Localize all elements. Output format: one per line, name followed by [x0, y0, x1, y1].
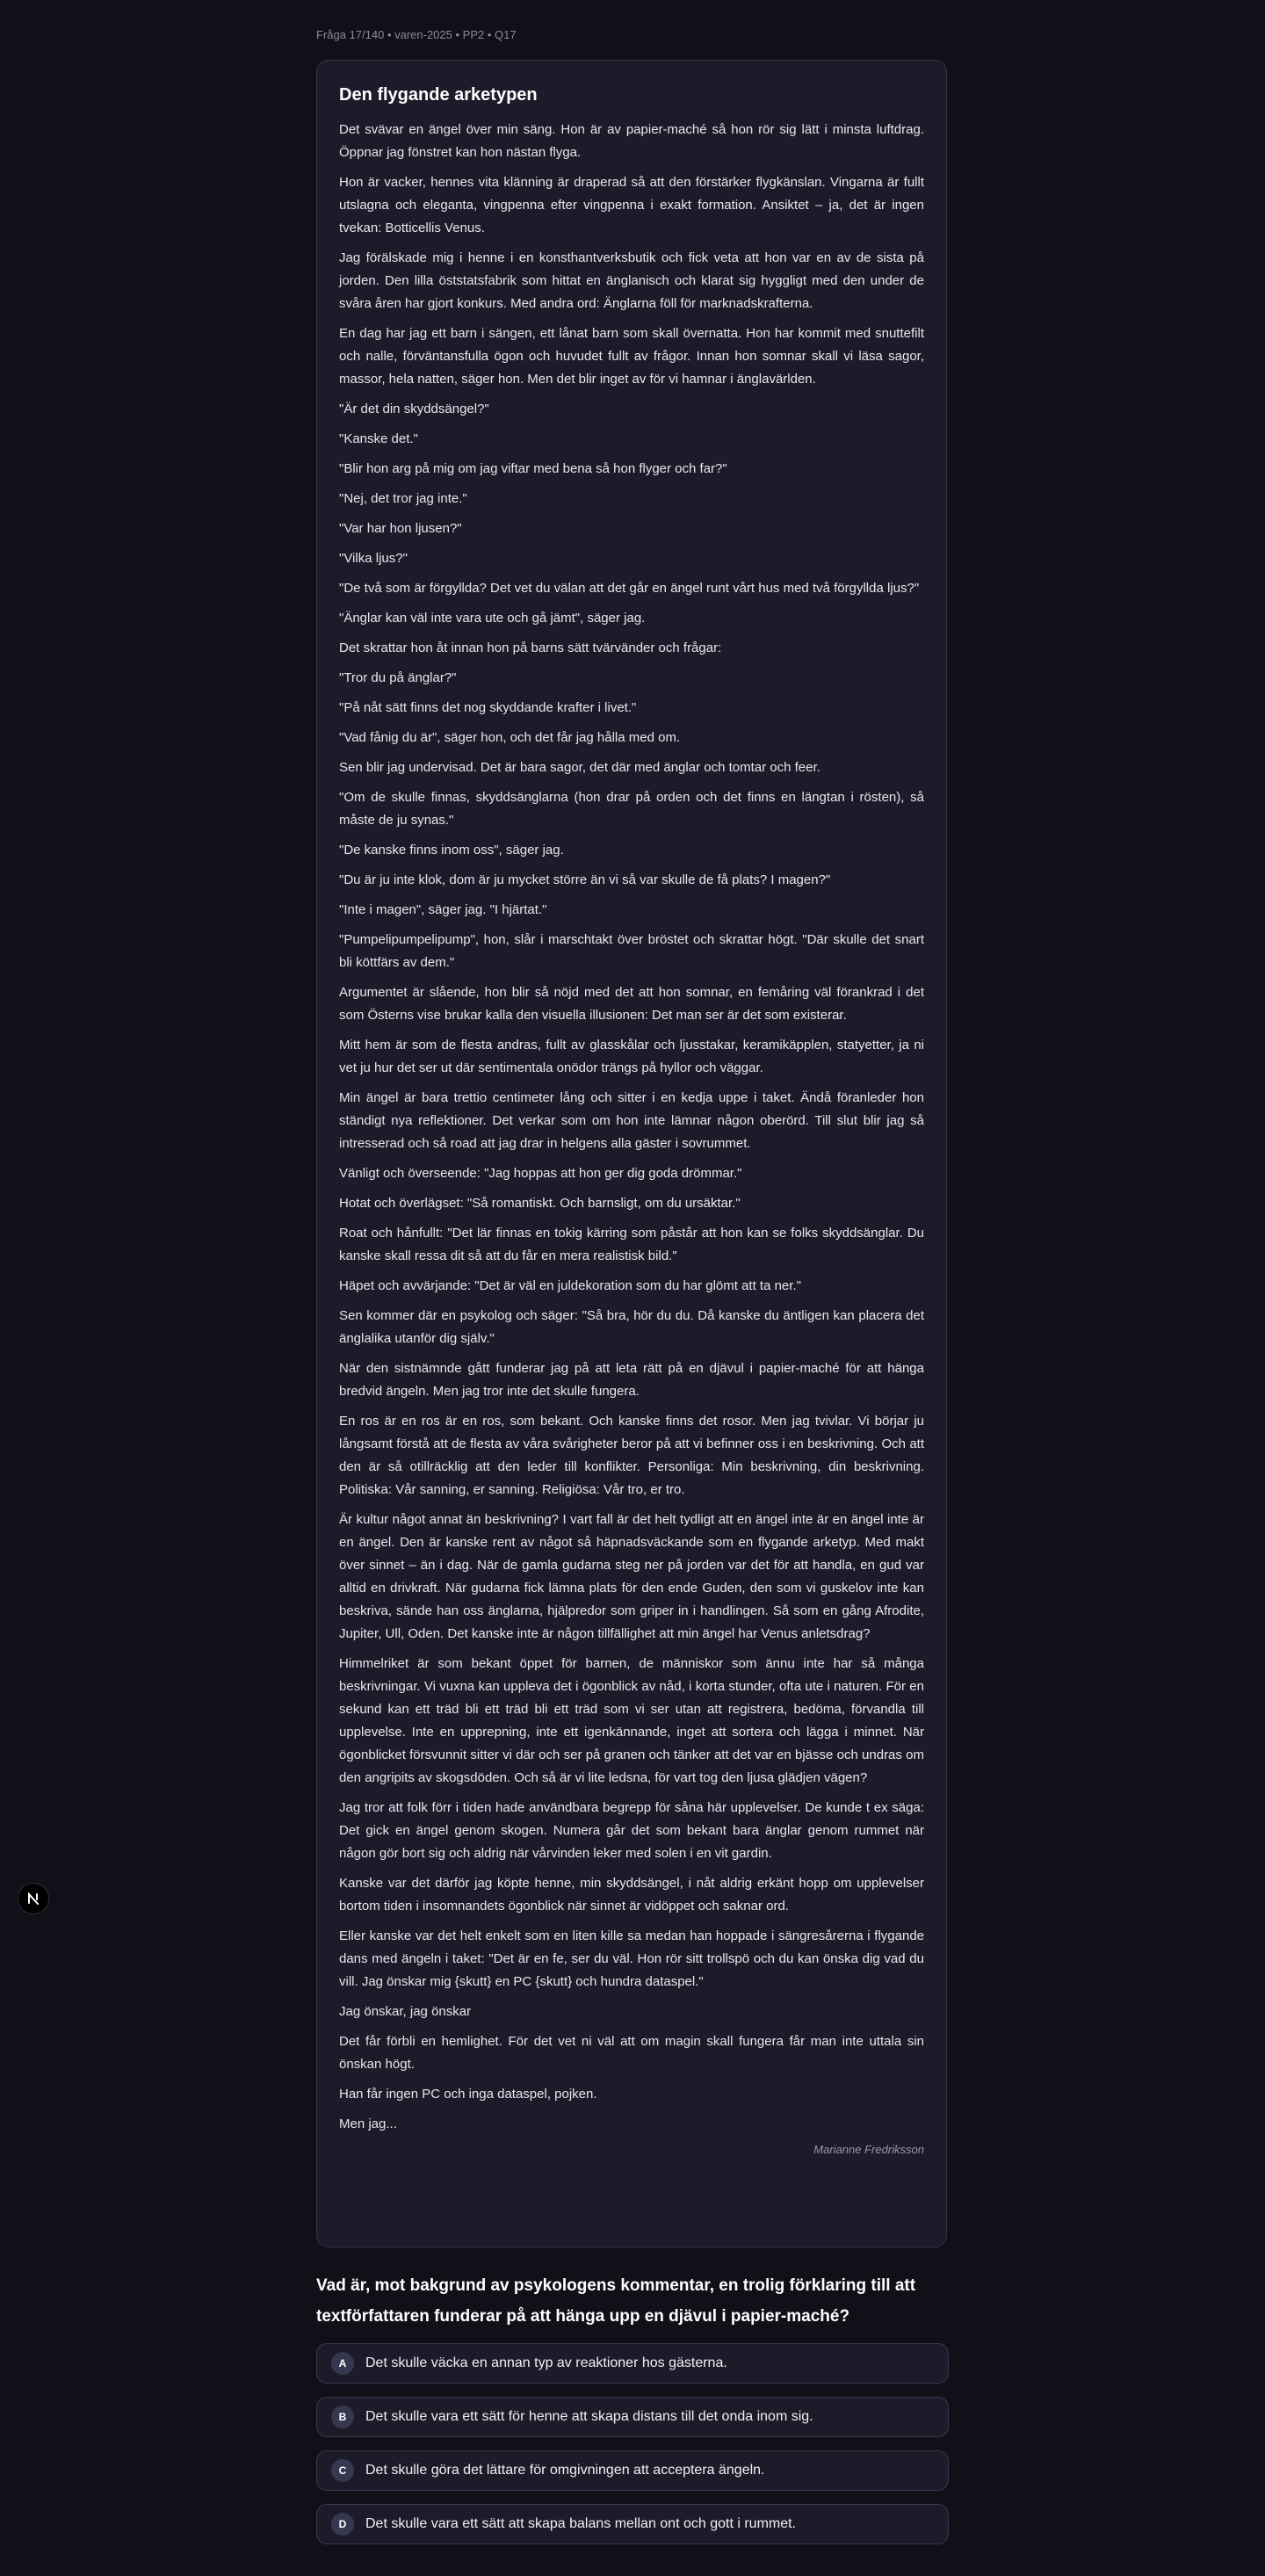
- passage-paragraph: "Änglar kan väl inte vara ute och gå jämt", säger jag.: [339, 611, 646, 626]
- passage-paragraph: Det skrattar hon åt innan hon på barns sätt tvärvänder och frågar:: [339, 640, 722, 655]
- passage-paragraph: Min ängel är bara trettio centimeter lång och sitter i en kedja uppe i taket. Ändå föranleder hon ständigt nya reflektioner. Det verkar som om hon inte lämnar någon oberörd. Till slut blir jag så intresserad och så road att jag drar in helgens alla gäster i sovrummet.: [339, 1090, 924, 1151]
- passage-paragraph: Häpet och avvärjande: "Det är väl en juldekoration som du har glömt att ta ner.": [339, 1278, 801, 1293]
- passage-author: Marianne Fredriksson: [813, 2143, 924, 2156]
- option-text: Det skulle vara ett sätt för henne att skapa distans till det onda inom sig.: [365, 2409, 813, 2424]
- passage-paragraph: "Är det din skyddsängel?": [339, 402, 489, 416]
- passage-paragraph: Men jag...: [339, 2117, 397, 2131]
- next-logo-glyph: [25, 1890, 42, 1907]
- passage-paragraph: Vänligt och överseende: "Jag hoppas att hon ger dig goda drömmar.": [339, 1166, 742, 1181]
- passage-paragraph: Sen kommer där en psykolog och säger: "Så bra, hör du du. Då kanske du äntligen kan placera det änglalika utanför dig själv.": [339, 1308, 924, 1346]
- option-d[interactable]: [316, 2504, 949, 2544]
- passage-paragraph: "På nåt sätt finns det nog skyddande krafter i livet.": [339, 700, 637, 715]
- passage-paragraph: Jag tror att folk förr i tiden hade användbara begrepp för såna här upplevelser. De kunde t ex säga: Det gick en ängel genom skogen. Numera går det som bekant bara änglar genom rummet när någon gör bort sig och aldrig när vårvinden leker med solen i en vit gardin.: [339, 1800, 924, 1861]
- question-text: Vad är, mot bakgrund av psykologens kommentar, en trolig förklaring till att textförfattaren funderar på att hänga upp en djävul i papier-maché?: [316, 2276, 916, 2326]
- passage-paragraph: "Var har hon ljusen?": [339, 521, 462, 536]
- passage-paragraph: "Vad fånig du är", säger hon, och det får jag hålla med om.: [339, 730, 681, 745]
- passage-paragraph: "Nej, det tror jag inte.": [339, 491, 467, 506]
- passage-paragraph: "Du är ju inte klok, dom är ju mycket större än vi så var skulle de få plats? I magen?": [339, 872, 831, 887]
- passage-paragraph: Sen blir jag undervisad. Det är bara sagor, det där med änglar och tomtar och feer.: [339, 760, 820, 775]
- passage-paragraph: Hotat och överlägset: "Så romantiskt. Och barnsligt, om du ursäktar.": [339, 1196, 741, 1211]
- passage-paragraph: Eller kanske var det helt enkelt som en liten kille sa medan han hoppade i sängresårerna i flygande dans med ängeln i taket: "Det är en fe, ser du väl. Hon rör sitt trollspö och du kan önska dig vad du vill. Jag önskar mig {skutt} en PC {skutt} och hundra dataspel.": [339, 1928, 924, 1989]
- next-logo-icon[interactable]: [18, 1883, 49, 1914]
- passage-body: [339, 119, 924, 2136]
- option-text: Det skulle väcka en annan typ av reaktioner hos gästerna.: [365, 2355, 727, 2370]
- passage-paragraph: "Kanske det.": [339, 431, 418, 446]
- passage-paragraph: Det svävar en ängel över min säng. Hon är av papier-maché så hon rör sig lätt i minsta luftdrag. Öppnar jag fönstret kan hon nästan flyga.: [339, 122, 924, 160]
- passage-paragraph: En ros är en ros är en ros, som bekant. Och kanske finns det rosor. Men jag tvivlar. Vi börjar ju långsamt förstå att de flesta av våra svårigheter beror på att vi befinner oss i en beskrivning. Och att den är så otillräcklig att den leder till konflikter. Personliga: Min beskrivning, din beskrivning. Politiska: Vår sanning, er sanning. Religiösa: Vår tro, er tro.: [339, 1414, 924, 1497]
- passage-paragraph: Roat och hånfullt: "Det lär finnas en tokig kärring som påstår att hon kan se folks skyddsänglar. Du kanske skall ressa dit så att du får en mera realistisk bild.": [339, 1226, 924, 1263]
- option-letter: A: [331, 2352, 354, 2375]
- passage-paragraph: Mitt hem är som de flesta andras, fullt av glasskålar och ljusstakar, keramikäpplen, statyetter, ja ni vet ju hur det ser ut där sentimentala onödor trängs på hyllor och väggar.: [339, 1038, 924, 1075]
- passage-paragraph: Jag förälskade mig i henne i en konsthantverksbutik och fick veta att hon var en av de sista på jorden. Den lilla öststatsfabrik som hittat en änglanisch och klarat sig hyggligt med den under de svåra åren har gjort konkurs. Med andra ord: Änglarna föll för marknadskrafterna.: [339, 250, 924, 311]
- passage-paragraph: "Tror du på änglar?": [339, 670, 457, 685]
- option-text: Det skulle vara ett sätt att skapa balans mellan ont och gott i rummet.: [365, 2516, 797, 2531]
- question-meta: Fråga 17/140 • varen-2025 • PP2 • Q17: [316, 28, 517, 41]
- passage-paragraph: Han får ingen PC och inga dataspel, pojken.: [339, 2087, 597, 2102]
- passage-paragraph: "Blir hon arg på mig om jag viftar med bena så hon flyger och far?": [339, 461, 727, 476]
- passage-paragraph: Himmelriket är som bekant öppet för barnen, de människor som ännu inte har så många beskrivningar. Vi vuxna kan uppleva det i ögonblick av nåd, i korta stunder, ofta ute i naturen. För en sekund kan ett träd bli ett träd bli ett träd som vi ser utan att registrera, bedöma, förvandla till upplevelse. Inte en upprepning, inte ett igenkännande, inget att sortera och lägga i minnet. När ögonblicket försvunnit sitter vi där och ser på granen och tänker att det var en bjässe och undras om den angripits av skogsdöden. Och så är vi lite ledsna, för vart tog den ljusa glädjen vägen?: [339, 1656, 924, 1785]
- passage-paragraph: "Pumpelipumpelipump", hon, slår i marschtakt över bröstet och skrattar högt. "Där skulle det snart bli köttfärs av dem.": [339, 932, 924, 970]
- option-letter: B: [331, 2406, 354, 2428]
- passage-paragraph: Kanske var det därför jag köpte henne, min skyddsängel, i nåt aldrig erkänt hopp om upplevelser bortom tiden i insomnandets ögonblick när sinnet är vidöppet och saknar ord.: [339, 1876, 924, 1914]
- option-letter: D: [331, 2513, 354, 2536]
- option-letter: C: [331, 2459, 354, 2482]
- passage-paragraph: Är kultur något annat än beskrivning? I vart fall är det helt tydligt att en ängel inte är en ängel inte är en ängel. Den är kanske rent av något så häpnadsväckande som en flygande arketyp. Med makt över sinnet – än i dag. När de gamla gudarna steg ner på jorden var det för att handla, en gud var alltid en drivkraft. När gudarna fick lämna plats för den ende Guden, den som vi guskelov inte kan beskriva, sände han oss änglarna, hjälpredor som griper in i handlingen. Så som en gång Afrodite, Jupiter, Ull, Oden. Det kanske inte är någon tillfällighet att min ängel har Venus anletsdrag?: [339, 1512, 924, 1641]
- passage-title: Den flygande arketypen: [339, 85, 538, 105]
- option-a[interactable]: [316, 2343, 949, 2384]
- passage-paragraph: Det får förbli en hemlighet. För det vet ni väl att om magin skall fungera får man inte uttala sin önskan högt.: [339, 2034, 924, 2072]
- passage-paragraph: Argumentet är slående, hon blir så nöjd med det att hon somnar, en femåring väl förankrad i det som Österns vise brukar kalla den visuella illusionen: Det man ser är det som existerar.: [339, 985, 924, 1023]
- passage-paragraph: När den sistnämnde gått funderar jag på att leta rätt på en djävul i papier-maché för att hänga bredvid ängeln. Men jag tror inte det skulle fungera.: [339, 1361, 924, 1399]
- passage-paragraph: En dag har jag ett barn i sängen, ett lånat barn som skall övernatta. Hon har kommit med snuttefilt och nalle, förväntansfulla ögon och huvudet fullt av frågor. Innan hon somnar skall vi läsa sagor, massor, hela natten, säger hon. Men det blir inget av för vi hamnar i änglavärlden.: [339, 326, 924, 387]
- passage-paragraph: "De två som är förgyllda? Det vet du välan att det går en ängel runt vårt hus med två förgyllda ljus?": [339, 581, 920, 596]
- passage-paragraph: Jag önskar, jag önskar: [339, 2004, 472, 2019]
- option-text: Det skulle göra det lättare för omgivningen att acceptera ängeln.: [365, 2463, 765, 2478]
- passage-paragraph: "Vilka ljus?": [339, 551, 408, 566]
- option-b[interactable]: [316, 2397, 949, 2437]
- passage-paragraph: "De kanske finns inom oss", säger jag.: [339, 843, 564, 857]
- option-c[interactable]: [316, 2450, 949, 2491]
- passage-paragraph: "Om de skulle finnas, skyddsänglarna (hon drar på orden och det finns en längtan i rösten), så måste de ju synas.": [339, 790, 924, 828]
- reading-passage: [316, 60, 947, 2247]
- answer-options: [316, 2343, 949, 2558]
- passage-paragraph: "Inte i magen", säger jag. "I hjärtat.": [339, 902, 547, 917]
- passage-paragraph: Hon är vacker, hennes vita klänning är draperad så att den förstärker flygkänslan. Vingarna är fullt utslagna och eleganta, vingpenna efter vingpenna i exakt formation. Ansiktet – ja, det är ingen tvekan: Botticellis Venus.: [339, 175, 924, 235]
